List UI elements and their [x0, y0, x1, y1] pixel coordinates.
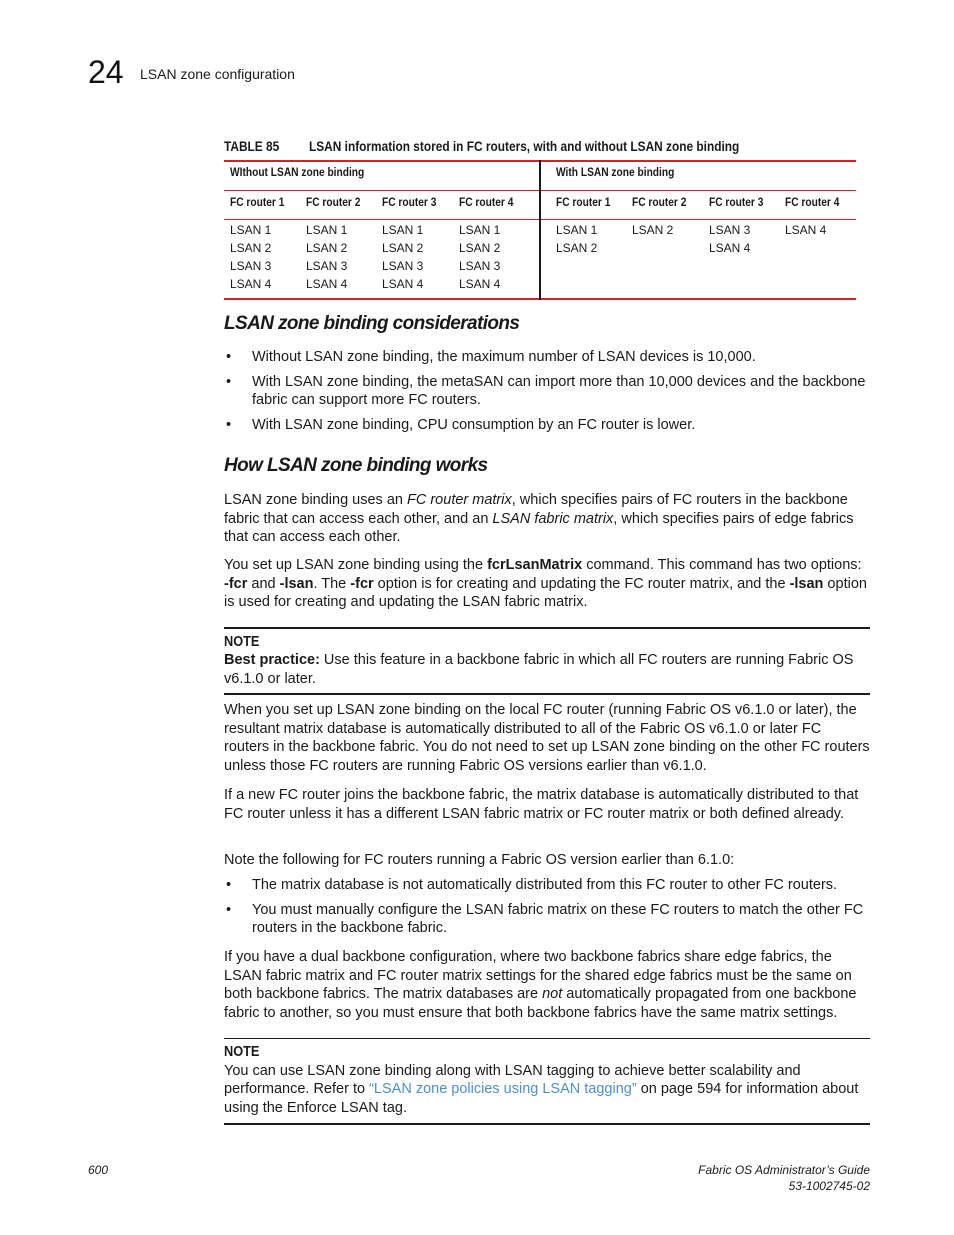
list-item: • You must manually configure the LSAN fabric matrix on these FC routers to match the other FC routers in the backbone fabric. — [226, 901, 864, 936]
column-header: FC router 4 — [785, 195, 840, 209]
table-label: TABLE 85 — [224, 139, 280, 154]
table-cell: LSAN 1 — [230, 223, 272, 237]
note-label: NOTE — [224, 633, 260, 650]
earlier-versions-list — [224, 876, 870, 944]
table-cell: LSAN 2 — [306, 241, 348, 255]
group-header-without: WIthout LSAN zone binding — [230, 165, 365, 179]
column-header: FC router 2 — [632, 195, 687, 209]
group-header-with: With LSAN zone binding — [556, 165, 675, 179]
column-header: FC router 3 — [709, 195, 764, 209]
command-name: fcrLsanMatrix — [487, 557, 583, 573]
chapter-title: LSAN zone configuration — [140, 66, 295, 82]
note-best-practice — [224, 627, 870, 695]
table-cell: LSAN 2 — [382, 241, 424, 255]
table-cell: LSAN 2 — [459, 241, 501, 255]
note-bottom-rule — [224, 693, 870, 695]
list-item: • With LSAN zone binding, the metaSAN can import more than 10,000 devices and the backbone fabric can support more FC routers. — [226, 373, 866, 408]
note-text: Best practice: Use this feature in a backbone fabric in which all FC routers are running Fabric OS v6.1.0 or later. — [224, 652, 854, 687]
column-header: FC router 1 — [556, 195, 611, 209]
table-cell: LSAN 2 — [230, 241, 272, 255]
table-caption-text: LSAN information stored in FC routers, with and without LSAN zone binding — [309, 139, 740, 154]
chapter-number: 24 — [88, 54, 124, 90]
table-cell: LSAN 3 — [709, 223, 751, 237]
table-cell: LSAN 1 — [556, 223, 598, 237]
paragraph-new-router: If a new FC router joins the backbone fabric, the matrix database is automatically distributed to that FC router unless it has a different LSAN fabric matrix or FC router matrix or both defined already. — [224, 787, 859, 822]
paragraph-earlier-versions: Note the following for FC routers running a Fabric OS version earlier than 6.1.0: — [224, 852, 735, 868]
note-text: You can use LSAN zone binding along with LSAN tagging to achieve better scalability and performance. Refer to “LSAN zone policies using LSAN tagging” on page 594 for information about using the Enforce LSAN tag. — [224, 1062, 859, 1116]
section-heading-considerations: LSAN zone binding considerations — [224, 313, 520, 334]
list-item: • The matrix database is not automatically distributed from this FC router to other FC routers. — [226, 877, 838, 893]
table-cell: LSAN 3 — [459, 259, 501, 273]
table-cell: LSAN 2 — [556, 241, 598, 255]
note-top-rule — [224, 627, 870, 629]
table-cell: LSAN 4 — [785, 223, 827, 237]
table-cell: LSAN 2 — [632, 223, 674, 237]
bullet-icon: • — [226, 416, 232, 433]
note-label: NOTE — [224, 1044, 260, 1060]
list-item: • Without LSAN zone binding, the maximum number of LSAN devices is 10,000. — [226, 349, 756, 365]
table-cell: LSAN 1 — [459, 223, 501, 237]
table-cell: LSAN 4 — [306, 277, 348, 291]
column-header: FC router 2 — [306, 195, 361, 209]
table-cell: LSAN 1 — [382, 223, 424, 237]
cross-reference-link[interactable]: “LSAN zone policies using LSAN tagging” — [369, 1081, 637, 1097]
table-cell: LSAN 3 — [306, 259, 348, 273]
group-divider — [539, 160, 541, 300]
paragraph-distribution: When you set up LSAN zone binding on the local FC router (running Fabric OS v6.1.0 or later), the resultant matrix database is automatically distributed to all of the Fabric OS v6.1.0 or later FC routers in the backbone fabric. You do not need to set up LSAN zone binding on the other FC routers unless those FC routers are running Fabric OS versions earlier than v6.1.0. — [224, 702, 870, 774]
considerations-list — [224, 348, 870, 440]
table-cell: LSAN 4 — [382, 277, 424, 291]
table-cell: LSAN 4 — [709, 241, 751, 255]
page-number: 600 — [88, 1163, 109, 1177]
table-cell: LSAN 3 — [382, 259, 424, 273]
column-header: FC router 3 — [382, 195, 437, 209]
guide-title: Fabric OS Administrator’s Guide — [698, 1163, 870, 1177]
group-rule-left — [224, 190, 539, 191]
list-item: • With LSAN zone binding, CPU consumption by an FC router is lower. — [226, 416, 696, 433]
note-top-rule — [224, 1038, 870, 1039]
paragraph-command: You set up LSAN zone binding using the fcrLsanMatrix command. This command has two options: -fcr and -lsan. The -fcr option is for creating and updating the FC router matrix, and the -lsan option is used for creating and updating the LSAN fabric matrix. — [224, 557, 867, 610]
lsan-table — [224, 160, 856, 300]
table-cell: LSAN 3 — [230, 259, 272, 273]
paragraph-matrix-intro: LSAN zone binding uses an FC router matrix, which specifies pairs of FC routers in the backbone fabric that can access each other, and an LSAN fabric matrix, which specifies pairs of edge fabrics that can access each other. — [224, 492, 854, 545]
bullet-icon: • — [226, 877, 232, 893]
table-cell: LSAN 4 — [230, 277, 272, 291]
document-id: 53-1002745-02 — [788, 1179, 870, 1193]
paragraph-dual-backbone: If you have a dual backbone configuration, where two backbone fabrics share edge fabrics, the LSAN fabric matrix and FC router matrix settings for the shared edge fabrics must be the same on both backbone fabrics. The matrix databases are not automatically propagated from one backbone fabric to another, so you must ensure that both backbone fabrics have the same matrix settings. — [224, 949, 857, 1021]
column-header: FC router 1 — [230, 195, 285, 209]
group-rule-right — [541, 190, 856, 191]
bullet-icon: • — [226, 349, 232, 365]
bullet-icon: • — [226, 901, 232, 918]
bullet-icon: • — [226, 373, 232, 390]
note-lsan-tagging — [224, 1038, 870, 1125]
note-bottom-rule — [224, 1123, 870, 1125]
column-header: FC router 4 — [459, 195, 514, 209]
table-cell: LSAN 1 — [306, 223, 348, 237]
table-cell: LSAN 4 — [459, 277, 501, 291]
section-heading-how-it-works: How LSAN zone binding works — [224, 455, 488, 476]
table-caption — [224, 138, 798, 156]
